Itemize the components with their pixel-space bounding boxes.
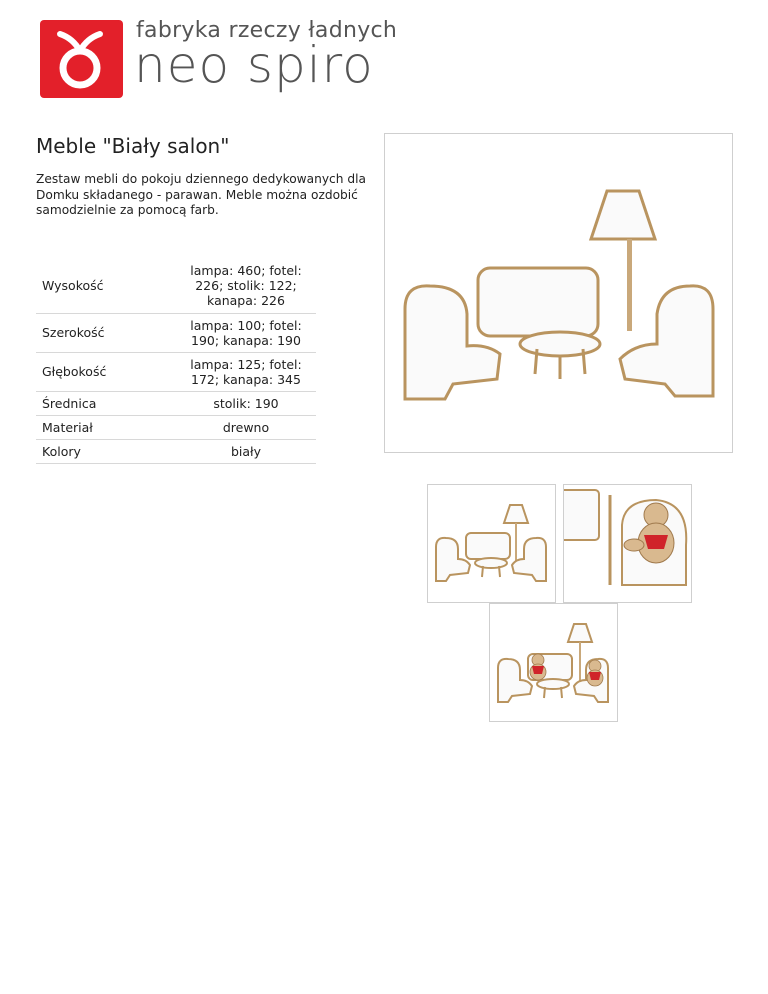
table-row xyxy=(36,313,316,352)
table-row xyxy=(36,391,316,415)
spec-label: Średnica xyxy=(36,391,174,415)
furniture-thumbnail-illustration xyxy=(428,485,555,602)
spec-label: Materiał xyxy=(36,415,174,439)
spec-label: Głębokość xyxy=(36,352,174,391)
product-title: Meble "Biały salon" xyxy=(36,134,230,158)
thumbnail-image[interactable] xyxy=(427,484,556,603)
brand-tagline: fabryka rzeczy ładnych xyxy=(136,18,398,43)
thumbnail-image[interactable] xyxy=(489,603,618,722)
main-product-image[interactable] xyxy=(384,133,733,453)
spec-table xyxy=(36,258,316,464)
table-row xyxy=(36,439,316,463)
table-row xyxy=(36,258,316,313)
apple-logo-icon xyxy=(40,20,123,98)
spec-label: Kolory xyxy=(36,439,174,463)
spec-value: lampa: 125; fotel: 172; kanapa: 345 xyxy=(174,352,316,391)
spec-value: lampa: 460; fotel: 226; stolik: 122; kanapa: 226 xyxy=(174,258,316,313)
table-row xyxy=(36,415,316,439)
furniture-with-bears-illustration xyxy=(490,604,617,721)
spec-value: biały xyxy=(174,439,316,463)
spec-label: Wysokość xyxy=(36,258,174,313)
table-row xyxy=(36,352,316,391)
spec-value: stolik: 190 xyxy=(174,391,316,415)
product-description: Zestaw mebli do pokoju dziennego dedykowanych dla Domku składanego - parawan. Meble można ozdobić samodzielnie za pomocą farb. xyxy=(36,172,366,217)
teddy-bear-armchair-illustration xyxy=(564,485,691,602)
brand-name: neo spiro xyxy=(134,36,374,94)
spec-value: drewno xyxy=(174,415,316,439)
thumbnail-image[interactable] xyxy=(563,484,692,603)
brand-logo xyxy=(40,20,123,98)
furniture-set-illustration xyxy=(385,134,732,452)
spec-label: Szerokość xyxy=(36,313,174,352)
spec-value: lampa: 100; fotel: 190; kanapa: 190 xyxy=(174,313,316,352)
